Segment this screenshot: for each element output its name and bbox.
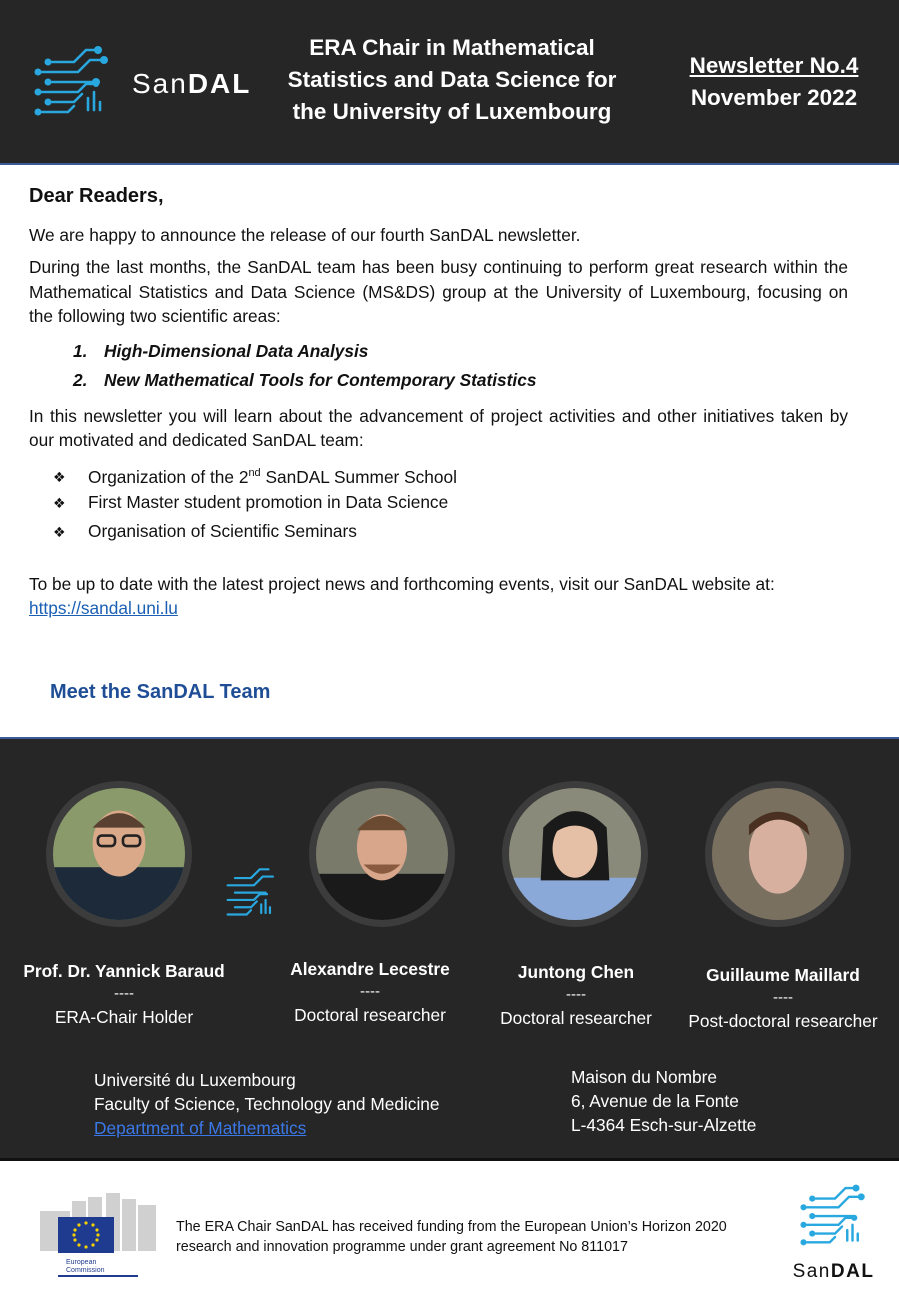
newsletter-number: Newsletter No.4: [689, 53, 859, 78]
department-link[interactable]: Department of Mathematics: [94, 1118, 307, 1138]
diamond-bullet-icon: ❖: [53, 469, 66, 486]
intro-paragraph: We are happy to announce the release of our fourth SanDAL newsletter.: [29, 224, 581, 245]
team-member-card: Juntong Chen ---- Doctoral researcher: [476, 960, 676, 1030]
svg-text:Commission: Commission: [66, 1267, 105, 1274]
activities-paragraph: In this newsletter you will learn about the advancement of project activities and other initiatives taken by our motivated and dedicated SanDAL team:: [29, 405, 848, 450]
european-commission-logo: [36, 1191, 161, 1279]
member-role: Post-doctoral researcher: [688, 1011, 878, 1031]
website-link[interactable]: https://sandal.uni.lu: [29, 598, 178, 618]
team-photo-lecestre: [309, 781, 455, 927]
sandal-footer-logo-icon: [800, 1179, 870, 1254]
sandal-footer-logo: [786, 1179, 881, 1285]
website-paragraph: To be up to date with the latest project news and forthcoming events, visit our SanDAL website at:: [29, 573, 775, 594]
team-photo-maillard: [705, 781, 851, 927]
greeting: Dear Readers,: [29, 185, 164, 207]
newsletter-body: [29, 184, 848, 621]
svg-text:European: European: [66, 1259, 97, 1266]
member-name: Guillaume Maillard: [706, 965, 860, 985]
team-photo-baraud: [46, 781, 192, 927]
list-item: 1. High-Dimensional Data Analysis: [73, 340, 369, 361]
newsletter-footer: [0, 1161, 899, 1295]
diamond-bullet-icon: ❖: [53, 494, 66, 511]
list-item: 2. New Mathematical Tools for Contemporary Statistics: [73, 369, 537, 390]
activities-list: [53, 461, 848, 548]
team-member-card: Alexandre Lecestre ---- Doctoral researcher: [270, 957, 470, 1027]
team-photo-chen: [502, 781, 648, 927]
newsletter-title: ERA Chair in Mathematical Statistics and Data Science for the University of Luxembourg: [287, 35, 617, 124]
sandal-logo-text: SanDAL: [132, 68, 252, 99]
team-member-card: Guillaume Maillard ---- Post-doctoral researcher: [674, 963, 892, 1033]
member-name: Alexandre Lecestre: [290, 959, 450, 979]
newsletter-date: November 2022: [690, 85, 858, 110]
list-item: ❖ Organisation of Scientific Seminars: [53, 519, 848, 548]
sandal-logo: [34, 40, 264, 125]
research-areas-list: [73, 339, 848, 397]
sandal-small-logo-icon: [220, 862, 282, 924]
list-item: ❖ First Master student promotion in Data Science: [53, 490, 848, 519]
sandal-logo-icon: [34, 40, 114, 125]
building-address: Maison du Nombre 6, Avenue de la Fonte L-4364 Esch-sur-Alzette: [571, 1067, 757, 1135]
diamond-bullet-icon: ❖: [53, 523, 66, 540]
member-role: Doctoral researcher: [500, 1008, 652, 1028]
member-role: Doctoral researcher: [294, 1005, 446, 1025]
member-name: Juntong Chen: [517, 962, 635, 982]
meet-team-heading: Meet the SanDAL Team: [50, 681, 271, 703]
list-item: ❖ Organization of the 2nd SanDAL Summer School: [53, 461, 848, 490]
team-member-card: Prof. Dr. Yannick Baraud ---- ERA-Chair Holder: [14, 959, 234, 1029]
member-role: ERA-Chair Holder: [54, 1007, 194, 1027]
university-address: Université du Luxembourg Faculty of Science, Technology and Medicine Department of Mathematics: [94, 1070, 440, 1138]
member-name: Prof. Dr. Yannick Baraud: [23, 961, 225, 981]
sandal-footer-logo-text: SanDAL: [792, 1261, 875, 1282]
funding-statement: The ERA Chair SanDAL has received funding from the European Union’s Horizon 2020 research and innovation programme under grant agreement No 811017: [176, 1219, 727, 1255]
team-section: [0, 737, 899, 1161]
newsletter-issue: [650, 50, 898, 114]
newsletter-header: [0, 0, 899, 165]
research-paragraph: During the last months, the SanDAL team has been busy continuing to perform great research within the Mathematical Statistics and Data Science (MS&DS) group at the University of Luxembourg, focusing on the following two scientific areas:: [29, 257, 848, 326]
